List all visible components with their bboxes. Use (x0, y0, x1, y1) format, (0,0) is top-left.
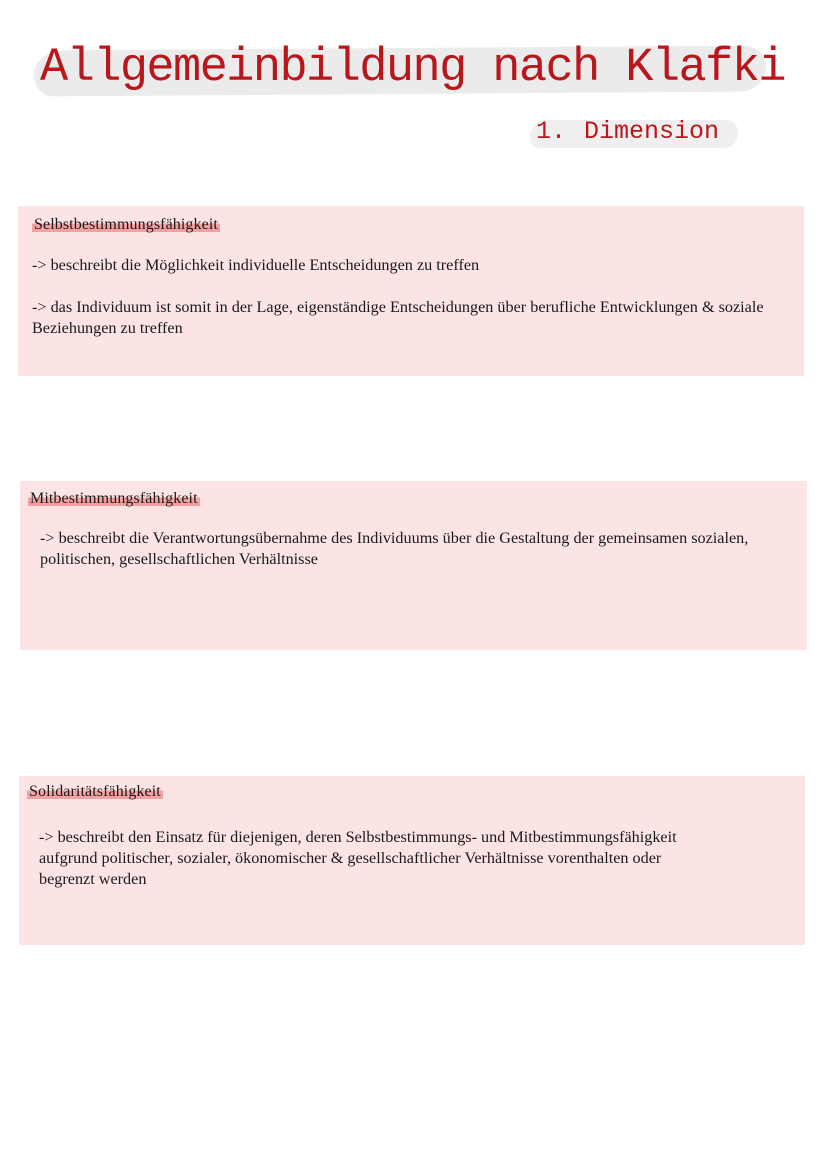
section-paragraph: -> das Individuum ist somit in der Lage, eigenständige Entscheidungen über berufliche Entwicklungen & soziale Beziehungen zu treffen (32, 298, 764, 337)
subtitle-number: 1. (536, 117, 567, 146)
page-title: Allgemeinbildung nach Klafki (40, 42, 785, 95)
section-paragraph: -> beschreibt den Einsatz für diejenigen, deren Selbstbestimmungs- und Mitbestimmungsfähigkeit aufgrund politischer, sozialer, ökonomischer & gesellschaftlicher Verhältnisse vorenthalten oder begrenzt werden (39, 828, 677, 888)
section-heading (32, 216, 220, 234)
section-selbstbestimmung (18, 206, 804, 376)
section-paragraph: -> beschreibt die Verantwortungsübernahme des Individuums über die Gestaltung der gemeinsamen sozialen, politischen, gesellschaftlichen Verhältnisse (40, 529, 749, 568)
section-solidaritaet (19, 776, 805, 945)
section-heading (27, 783, 163, 801)
section-mitbestimmung (20, 481, 807, 650)
section-heading (28, 490, 200, 508)
subtitle-block (528, 112, 742, 152)
page-subtitle (536, 112, 719, 152)
subtitle-label: Dimension (584, 117, 720, 146)
page-title-block (30, 38, 785, 100)
section-heading-text: Selbstbestimmungsfähigkeit (34, 216, 218, 233)
section-heading-text: Solidaritätsfähigkeit (29, 783, 161, 800)
section-paragraph: -> beschreibt die Möglichkeit individuelle Entscheidungen zu treffen (32, 256, 480, 274)
section-heading-text: Mitbestimmungsfähigkeit (30, 490, 198, 507)
